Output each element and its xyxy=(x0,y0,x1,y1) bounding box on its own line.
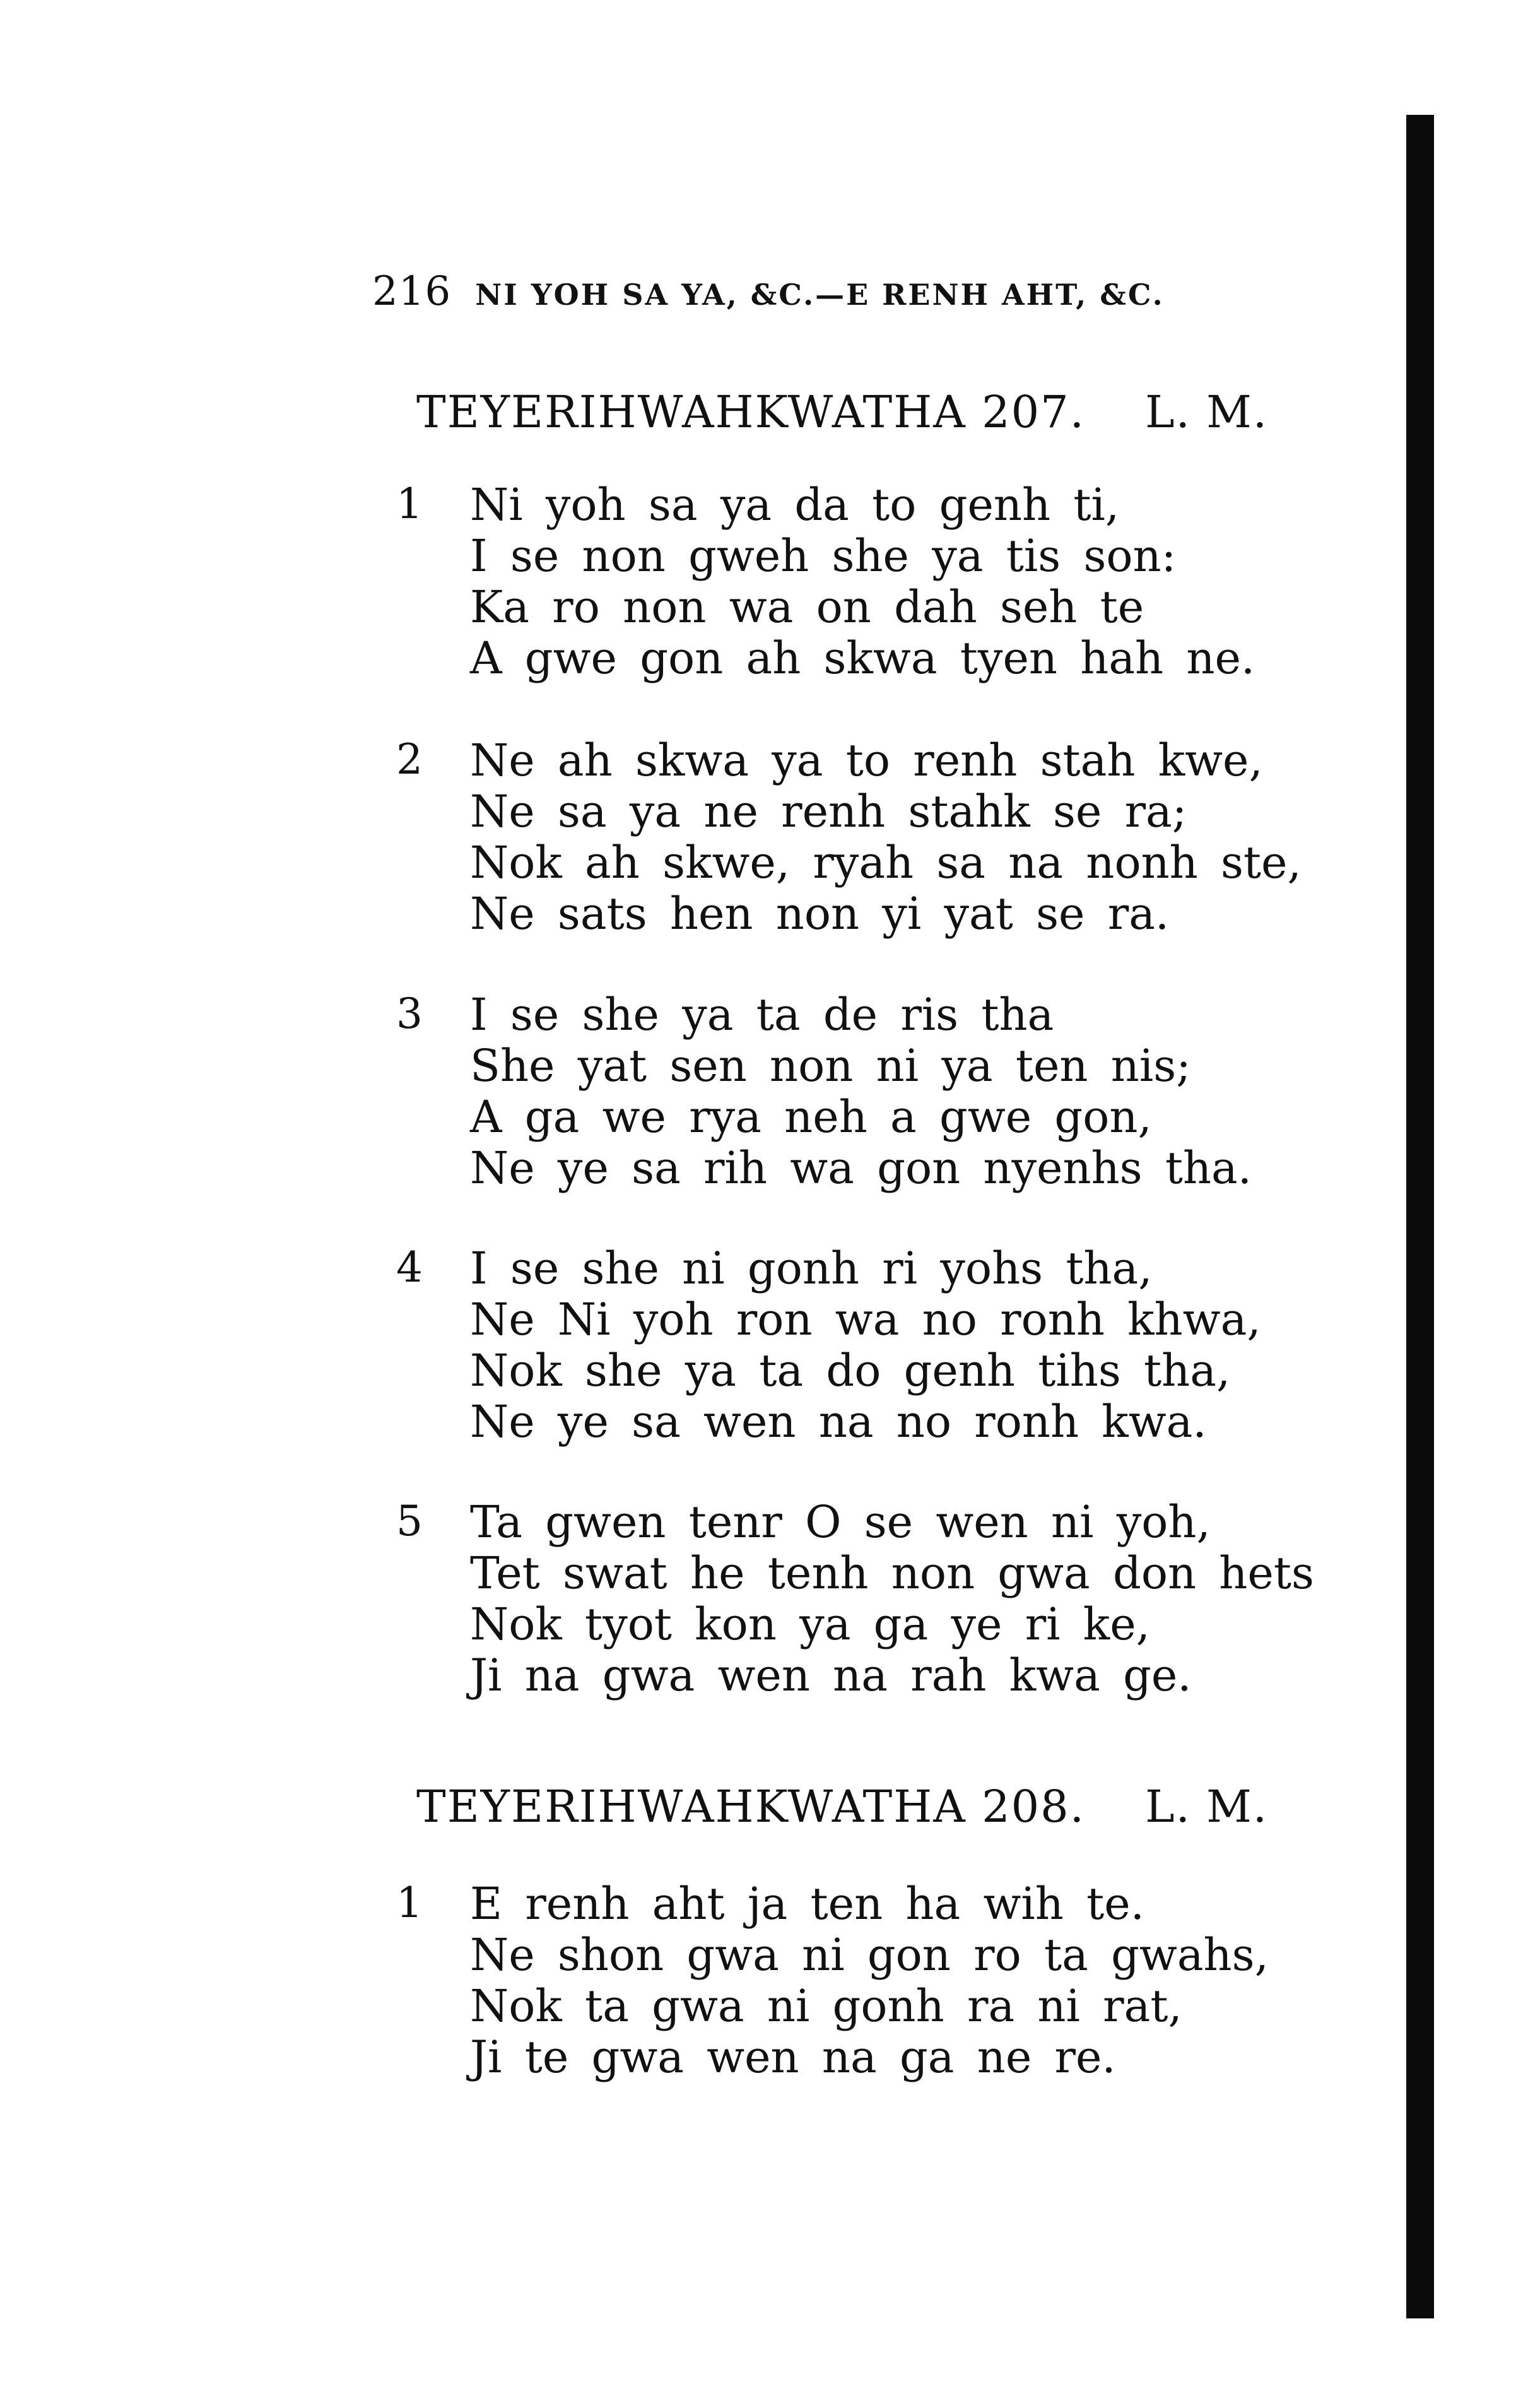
verse-line: I se she ni gonh ri yohs tha, xyxy=(470,1242,1153,1294)
verse-line: Ji te gwa wen na ga ne re. xyxy=(470,2031,1116,2083)
stanza-number: 2 xyxy=(396,735,423,784)
stanza-number: 3 xyxy=(396,989,423,1038)
hymn-meter: L. M. xyxy=(1145,386,1268,438)
stanza-number: 5 xyxy=(396,1497,423,1545)
verse-line: Nok tyot kon ya ga ye ri ke, xyxy=(470,1598,1150,1650)
stanza-number: 1 xyxy=(396,1879,423,1927)
stanza-lines xyxy=(470,1879,1269,2083)
verse-line: Ne sats hen non yi yat se ra. xyxy=(470,888,1170,940)
verse-line: Ta gwen tenr O se wen ni yoh, xyxy=(470,1496,1211,1548)
running-head-text: NI YOH SA YA, &C.—E RENH AHT, &C. xyxy=(475,278,1165,312)
verse-line: Nok she ya ta do genh tihs tha, xyxy=(470,1345,1231,1396)
verse-line: A ga we rya neh a gwe gon, xyxy=(470,1091,1152,1143)
stanza-number: 1 xyxy=(396,480,423,528)
stanza-lines xyxy=(470,989,1252,1194)
verse-line: Tet swat he tenh non gwa don hets xyxy=(470,1547,1314,1599)
page-number: 216 xyxy=(372,268,452,315)
verse-line: E renh aht ja ten ha wih te. xyxy=(470,1878,1144,1930)
verse-line: Ne ah skwa ya to renh stah kwe, xyxy=(470,735,1263,786)
running-head xyxy=(372,268,1281,315)
hymn-meter: L. M. xyxy=(1145,1781,1268,1833)
verse-line: Ni yoh sa ya da to genh ti, xyxy=(470,479,1120,531)
stanza-number: 4 xyxy=(396,1243,423,1292)
verse-line: Ne sa ya ne renh stahk se ra; xyxy=(470,786,1187,837)
stanza-lines xyxy=(470,735,1302,940)
hymn-title-207 xyxy=(416,386,1268,438)
stanza-lines xyxy=(470,480,1255,684)
verse-line: Nok ah skwe, ryah sa na nonh ste, xyxy=(470,837,1302,888)
verse-line: Ne Ni yoh ron wa no ronh khwa, xyxy=(470,1294,1261,1345)
stanza-lines xyxy=(470,1243,1261,1448)
verse-line: A gwe gon ah skwa tyen hah ne. xyxy=(470,632,1255,684)
verse-line: Ji na gwa wen na rah kwa ge. xyxy=(470,1650,1192,1701)
verse-line: Ne ye sa rih wa gon nyenhs tha. xyxy=(470,1142,1252,1194)
hymn-number-title: TEYERIHWAHKWATHA 208. xyxy=(416,1781,1085,1833)
verse-line: I se she ya ta de ris tha xyxy=(470,989,1054,1041)
hymn-number-title: TEYERIHWAHKWATHA 207. xyxy=(416,386,1085,438)
verse-line: Ne ye sa wen na no ronh kwa. xyxy=(470,1396,1207,1448)
hymn-title-208 xyxy=(416,1781,1268,1833)
verse-line: Nok ta gwa ni gonh ra ni rat, xyxy=(470,1980,1182,2032)
page-edge-bar xyxy=(1406,115,1434,2318)
verse-line: She yat sen non ni ya ten nis; xyxy=(470,1040,1191,1092)
verse-line: Ka ro non wa on dah seh te xyxy=(470,581,1144,633)
stanza-lines xyxy=(470,1497,1314,1701)
verse-line: I se non gweh she ya tis son: xyxy=(470,530,1177,582)
verse-line: Ne shon gwa ni gon ro ta gwahs, xyxy=(470,1929,1269,1981)
